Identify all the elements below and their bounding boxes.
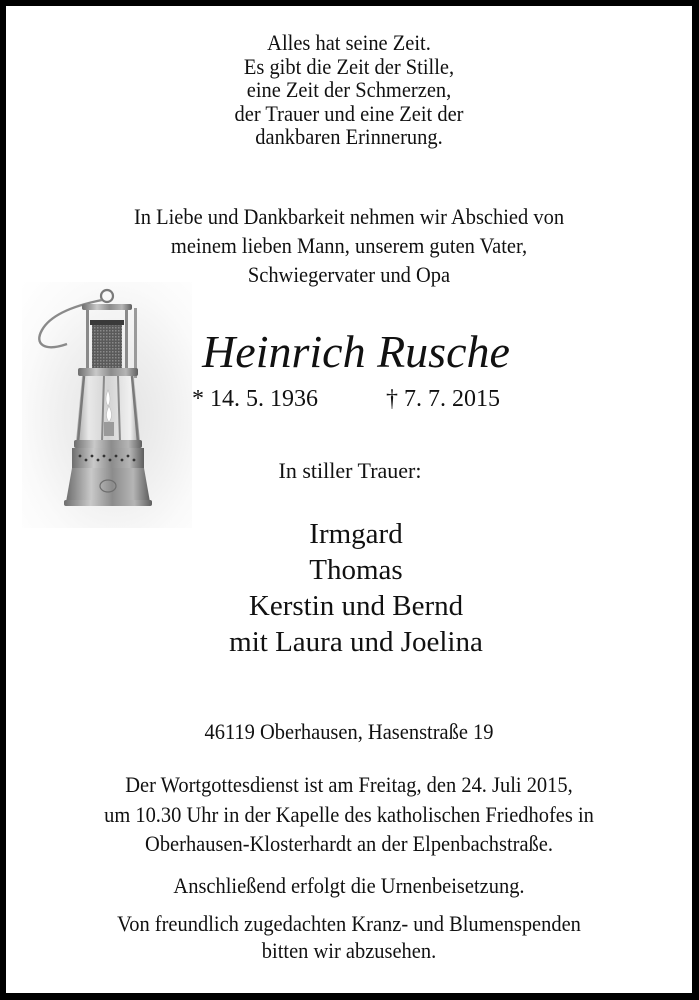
poem-line: der Trauer und eine Zeit der <box>234 100 464 126</box>
poem <box>30 31 668 149</box>
mourning-label: In stiller Trauer: <box>278 458 422 483</box>
flowers-line: Von freundlich zugedachten Kranz- und Blumenspenden <box>117 911 581 936</box>
family-member: Kerstin und Bernd <box>248 590 464 622</box>
urn-burial-note: Anschließend erfolgt die Urnenbeisetzung. <box>173 873 525 898</box>
address: 46119 Oberhausen, Hasenstraße 19 <box>204 719 494 744</box>
intro-line: meinem lieben Mann, unserem guten Vater, <box>170 233 528 258</box>
family-list <box>166 516 546 660</box>
birth-date: * 14. 5. 1936 <box>192 386 318 412</box>
poem-line: dankbaren Erinnerung. <box>255 124 443 149</box>
poem-line: Alles hat seine Zeit. <box>267 30 431 55</box>
intro-line: Schwiegervater und Opa <box>247 262 451 287</box>
farewell-intro <box>30 202 668 289</box>
poem-line: eine Zeit der Schmerzen, <box>246 77 452 102</box>
service-info <box>30 770 668 859</box>
flowers-note <box>30 910 668 964</box>
obituary-notice <box>6 6 692 993</box>
service-line: Der Wortgottesdienst ist am Freitag, den 24. Juli 2015, <box>125 772 573 797</box>
poem-line: Es gibt die Zeit der Stille, <box>243 53 455 79</box>
deceased-name: Heinrich Rusche <box>202 326 510 377</box>
death-date: † 7. 7. 2015 <box>386 386 500 412</box>
service-line: Oberhausen-Klosterhardt an der Elpenbachstraße. <box>145 831 553 856</box>
flowers-line: bitten wir abzusehen. <box>261 938 437 963</box>
family-member: Irmgard <box>309 518 403 550</box>
family-member: Thomas <box>309 554 403 586</box>
miners-lamp-icon <box>22 282 192 528</box>
intro-line: In Liebe und Dankbarkeit nehmen wir Abschied von <box>133 204 565 229</box>
family-member: mit Laura und Joelina <box>229 626 483 658</box>
miners-lamp-image <box>22 282 192 528</box>
service-line: um 10.30 Uhr in der Kapelle des katholischen Friedhofes in <box>104 801 594 827</box>
